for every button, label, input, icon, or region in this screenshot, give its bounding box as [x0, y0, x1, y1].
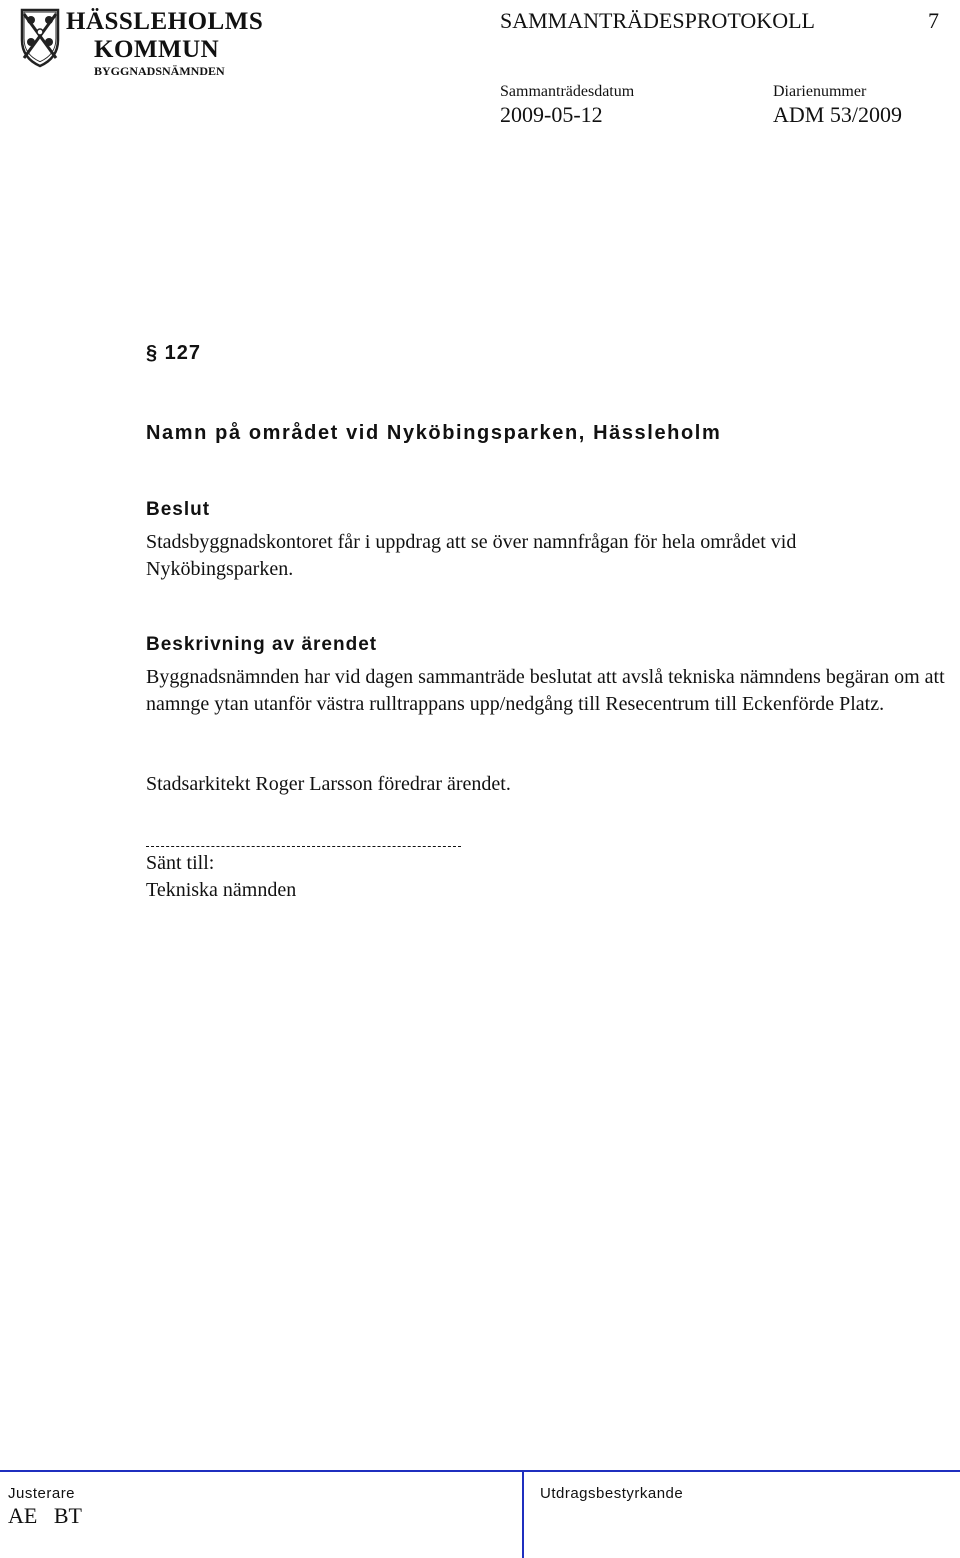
description-text: Byggnadsnämnden har vid dagen sammanträde beslutat att avslå tekniska nämndens begäran om att namnge ytan utanför västra rulltrappans upp/nedgång till Resecentrum till Eckenförde Platz. [146, 666, 945, 715]
org-unit: BYGGNADSNÄMNDEN [94, 64, 225, 78]
footer-divider [522, 1470, 524, 1558]
separator-line [146, 846, 461, 847]
municipality-logo [18, 4, 264, 80]
org-name-line2: KOMMUN [94, 36, 220, 63]
registry-number: ADM 53/2009 [773, 102, 902, 127]
document-type: SAMMANTRÄDESPROTOKOLL [500, 8, 815, 33]
section-title: Namn på området vid Nyköbingsparken, Hässleholm [146, 422, 722, 444]
adjusters-initials: AE BT [8, 1503, 82, 1528]
org-name-line1: HÄSSLEHOLMS [66, 8, 264, 35]
coat-of-arms-icon [18, 6, 62, 68]
sent-to-recipient: Tekniska nämnden [146, 879, 297, 901]
decision-text: Stadsbyggnadskontoret får i uppdrag att se över namnfrågan för hela området vid Nyköbingsparken. [146, 531, 797, 580]
description-heading: Beskrivning av ärendet [146, 634, 378, 655]
meeting-date: 2009-05-12 [500, 102, 603, 127]
registry-number-label: Diarienummer [773, 83, 867, 100]
presenter-text: Stadsarkitekt Roger Larsson föredrar ärendet. [146, 773, 511, 795]
meeting-date-label: Sammanträdesdatum [500, 83, 635, 100]
footer-rule [0, 1470, 960, 1472]
section-number: § 127 [146, 342, 202, 364]
page-number: 7 [928, 8, 939, 33]
certification-label: Utdragsbestyrkande [540, 1485, 684, 1502]
adjusters-label: Justerare [8, 1485, 76, 1502]
sent-to-label: Sänt till: [146, 852, 215, 874]
decision-heading: Beslut [146, 499, 211, 520]
